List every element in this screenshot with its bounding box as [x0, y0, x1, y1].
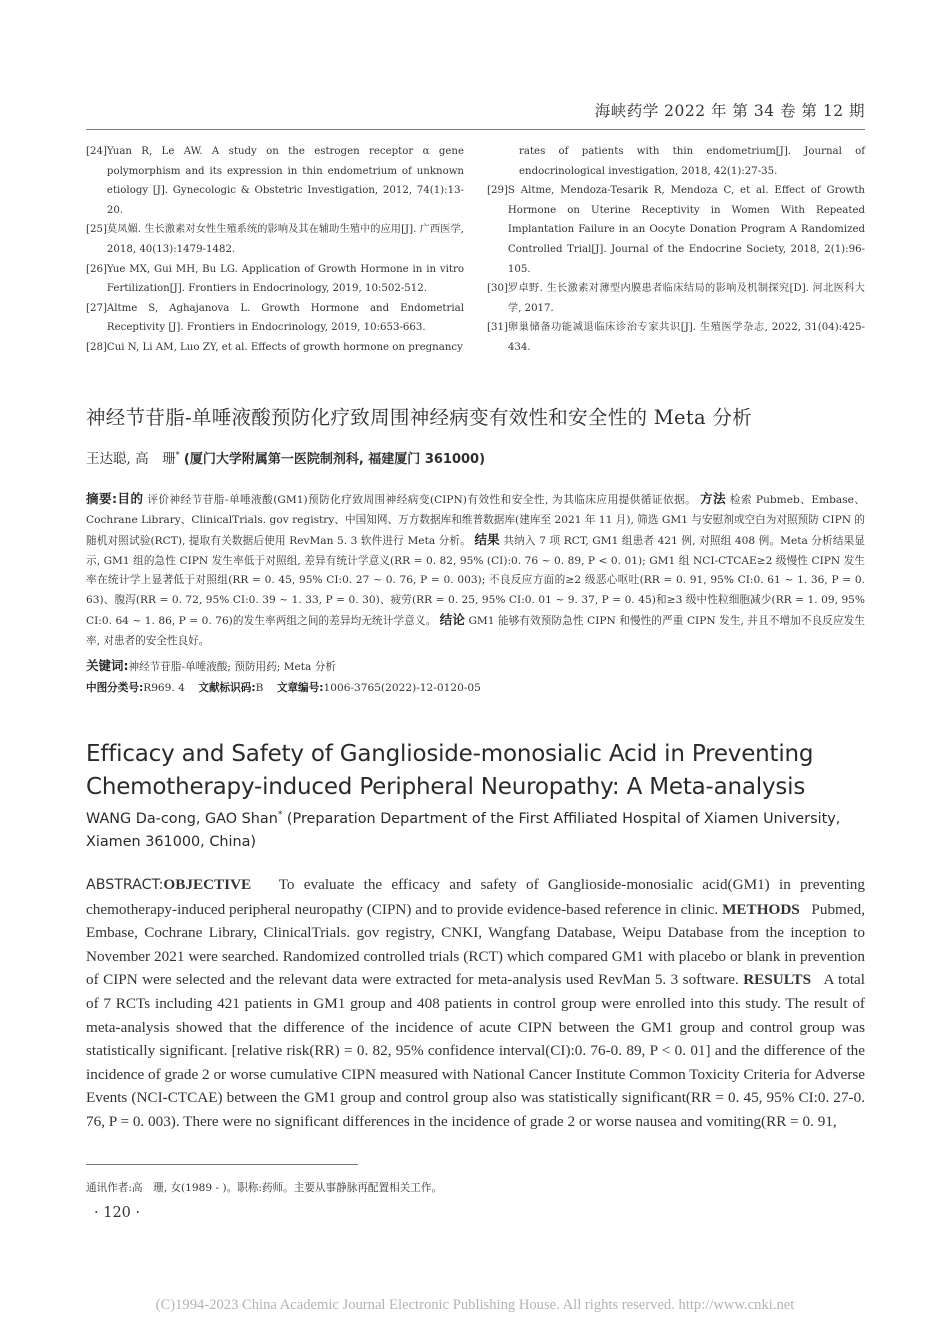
article-number-value: 1006-3765(2022)-12-0120-05: [323, 682, 481, 694]
footnote-rule: [86, 1164, 358, 1165]
reference-item: [487, 318, 865, 357]
reference-item: [86, 299, 464, 338]
reference-text: Altme S, Aghajanova L. Growth Hormone and Endometrial Receptivity [J]. Frontiers in Endocrinology, 2019, 10:653-663.: [106, 302, 464, 334]
reference-text: 莫凤媚. 生长激素对女性生殖系统的影响及其在辅助生殖中的应用[J]. 广西医学, 2018, 40(13):1479-1482.: [106, 224, 464, 255]
author-mark: *: [175, 450, 180, 460]
reference-text: 卵巢储备功能减退临床诊治专家共识[J]. 生殖医学杂志, 2022, 31(04):425-434.: [507, 322, 865, 353]
conclusion-label: 结论: [439, 612, 465, 627]
references-left-column: [86, 142, 464, 358]
results-label-en: RESULTS: [743, 971, 812, 989]
abstract-label-en: ABSTRACT:: [86, 877, 164, 893]
keywords-text: 神经节苷脂-单唾液酸; 预防用药; Meta 分析: [128, 661, 336, 673]
methods-text: 检索 Pubmeb、Embase、Cochrane Library、ClinicalTrials. gov registry、中国知网、万方数据库和维普数据库(建库至 2021 年 11 月), 筛选 GM1 与安慰剂或空白为对照预防 CIPN 的随机对照试验(RCT), 提取有关数据后使用 RevMan 5. 3 软件进行 Meta 分析。: [86, 494, 865, 547]
correspondence-footnote: 通讯作者:高 珊, 女(1989 - )。职称:药师。主要从事静脉再配置相关工作。: [86, 1182, 443, 1194]
objective-text: 评价神经节苷脂-单唾液酸(GM1)预防化疗致周围神经病变(CIPN)有效性和安全性, 为其临床应用提供循证依据。: [147, 494, 697, 506]
references-right-column: [487, 142, 865, 358]
reference-number: [30]: [487, 283, 508, 295]
methods-label-en: METHODS: [722, 900, 800, 918]
methods-text-en: Pubmed, Embase, Cochrane Library, ClinicalTrials. gov registry, CNKI, Wangfang Database, Weipu Database from the inception to November 2021 were searched. Randomized controlled trials (RCT) which compared GM1 with placebo or blank in prevention of CIPN were selected and the relevant data were extracted for meta-analysis used RevMan 5. 3 software.: [86, 900, 865, 989]
authors-cn: [86, 447, 865, 467]
author-mark-en: *: [277, 810, 283, 820]
reference-item: [487, 142, 865, 181]
objective-text-en: To evaluate the efficacy and safety of Ganglioside-monosialic acid(GM1) in preventing chemotherapy-induced peripheral neuropathy (CIPN) and to provide evidence-based reference in clinic.: [86, 876, 865, 918]
doc-code-value: B: [255, 682, 264, 694]
copyright-watermark: (C)1994-2023 China Academic Journal Electronic Publishing House. All rights reserved. http://www.cnki.net: [155, 1297, 795, 1313]
reference-text: Yuan R, Le AW. A study on the estrogen receptor α gene polymorphism and its expression in thin endometrium of unknown etiology [J]. Gynecologic & Obstetric Investigation, 2012, 74(1):13-20.: [106, 146, 464, 216]
reference-number: [27]: [86, 302, 107, 314]
reference-item: [86, 338, 464, 358]
results-text-en: A total of 7 RCTs including 421 patients in GM1 group and 408 patients in control group were enrolled into this study. The result of meta-analysis showed that the difference of the incidence of acute CIPN between the GM1 group and control group was statistically significant. [relative risk(RR) = 0. 82, 95% confidence interval(CI):0. 76-0. 89, P < 0. 01] and the difference of the incidence of grade 2 or worse cumulative CIPN measured with National Cancer Institute Common Toxicity Criteria for Adverse Events (NCI-CTCAE) between the GM1 group and control group also was statistically significant(RR = 0. 45, 95% CI:0. 27-0. 76, P = 0. 003). There were no significant differences in the incidence of grade 2 or worse nausea and vomiting(RR = 0. 91,: [86, 971, 866, 1130]
authors-en: [86, 804, 865, 855]
reference-text: Cui N, Li AM, Luo ZY, et al. Effects of growth hormone on pregnancy: [106, 341, 463, 353]
reference-item: [86, 142, 464, 220]
methods-label: 方法: [700, 491, 727, 506]
reference-number: [26]: [86, 263, 107, 275]
affiliation-en: (Preparation Department of the First Affiliated Hospital of Xiamen University, Xiamen 361000, China): [86, 810, 841, 851]
reference-number: [29]: [487, 185, 508, 197]
objective-label: 目的: [116, 491, 144, 506]
keywords-label: 关键词:: [86, 658, 129, 673]
reference-text: rates of patients with thin endometrium[J]. Journal of endocrinological investigation, 2018, 42(1):27-35.: [519, 146, 865, 177]
objective-label-en: OBJECTIVE: [163, 876, 252, 893]
reference-item: [86, 260, 464, 299]
class-label: 中图分类号:: [86, 682, 144, 694]
reference-number: [31]: [487, 322, 508, 334]
reference-number: [28]: [86, 341, 107, 353]
reference-text: 罗卓野. 生长激素对薄型内膜患者临床结局的影响及机制探究[D]. 河北医科大学, 2017.: [507, 283, 865, 314]
affiliation-cn: (厦门大学附属第一医院制剂科, 福建厦门 361000): [183, 452, 486, 467]
results-text: 共纳入 7 项 RCT, GM1 组患者 421 例, 对照组 408 例。Meta 分析结果显示, GM1 组的急性 CIPN 发生率低于对照组, 差异有统计学意义(RR = 0. 82, 95% (CI):0. 76 ~ 0. 89, P < 0. 01); GM1 组 NCI-CTCAE≥2 级慢性 CIPN 发生率在统计学上显著低于对照组(RR = 0. 45, 95% CI:0. 27 ~ 0. 76, P = 0. 003); 不良反应方面的≥2 级恶心呕吐(RR = 0. 91, 95% CI:0. 61 ~ 1. 36, P = 0. 63)、腹泻(RR = 0. 72, 95% CI:0. 39 ~ 1. 33, P = 0. 30)、疲劳(RR = 0. 25, 95% CI:0. 01 ~ 9. 37, P = 0. 45)和≥3 级中性粒细胞减少(RR = 1. 09, 95% CI:0. 64 ~ 1. 86, P = 0. 76)的发生率两组之间的差异均无统计学意义。: [86, 535, 866, 627]
doc-code-label: 文献标识码:: [198, 682, 256, 694]
reference-item: [86, 220, 464, 259]
abstract-cn: [86, 489, 865, 651]
reference-item: [487, 279, 865, 318]
running-head: 海峡药学 2022 年 第 34 卷 第 12 期: [594, 102, 865, 120]
reference-number: [25]: [86, 224, 107, 236]
abstract-label: 摘要:: [86, 491, 117, 506]
article-title-en: Efficacy and Safety of Ganglioside-monosialic Acid in Preventing Chemotherapy-induced Peripheral Neuropathy: A Meta-analysis: [86, 741, 814, 800]
conclusion-text: GM1 能够有效预防急性 CIPN 和慢性的严重 CIPN 发生, 并且不增加不良反应发生率, 对患者的安全性良好。: [86, 615, 865, 647]
class-value: R969. 4: [143, 682, 185, 694]
reference-text: S Altme, Mendoza-Tesarik R, Mendoza C, et al. Effect of Growth Hormone on Uterine Receptivity in Women With Repeated Implantation Failure in an Oocyte Donation Program A Randomized Controlled Trial[J]. Journal of the Endocrine Society, 2018, 2(1):96-105.: [507, 185, 865, 275]
keywords-cn: [86, 656, 865, 677]
author-names-en: WANG Da-cong, GAO Shan: [86, 810, 278, 827]
results-label: 结果: [474, 532, 500, 547]
header-rule: [86, 129, 865, 130]
reference-item: [487, 181, 865, 279]
abstract-en: [86, 873, 865, 1134]
author-names: 王达聪, 高 珊: [86, 451, 176, 467]
article-title-cn: 神经节苷脂-单唾液酸预防化疗致周围神经病变有效性和安全性的 Meta 分析: [86, 406, 753, 429]
reference-number: [24]: [86, 146, 107, 157]
classification-line: [86, 678, 865, 698]
page-number: · 120 ·: [94, 1205, 141, 1221]
article-number-label: 文章编号:: [276, 682, 324, 694]
reference-text: Yue MX, Gui MH, Bu LG. Application of Growth Hormone in in vitro Fertilization[J]. Frontiers in Endocrinology, 2019, 10:502-512.: [106, 263, 464, 295]
